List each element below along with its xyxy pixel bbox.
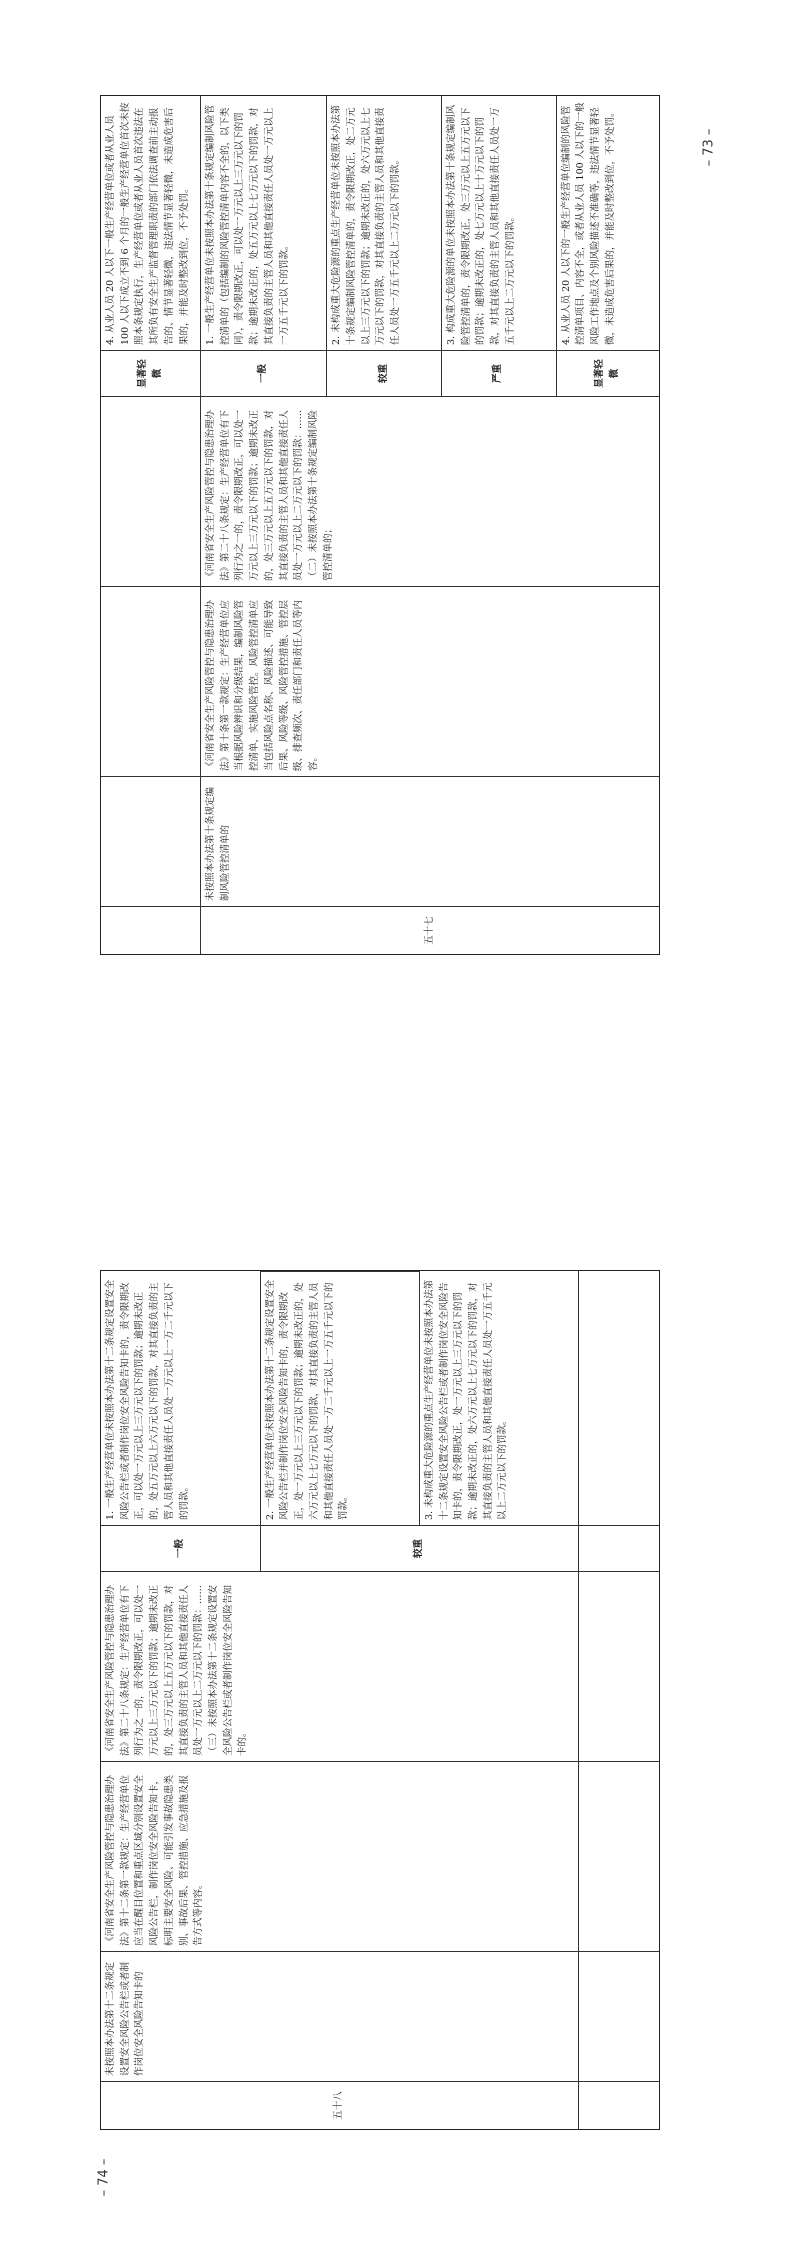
level-label: 较重 [327, 350, 441, 396]
standard-text: 2. 未构成重大危险源的重点生产经营单位未按照本办法第十条规定编制风险管控清单的，责令限期改正，处二万元以上三万元以下的罚款；逾期未改正的，处六万元以上七万元以下的罚款，对其直接负责的主管人员和其他直接责任人员处一万五千元以上二万元以下的罚款。 [331, 104, 401, 345]
level-block [327, 96, 442, 396]
page-number-bottom: – 74 – [96, 2158, 112, 2197]
penalty-basis: 《河南省安全生产风险管控与隐患治理办法》第二十八条规定：生产经营单位有下列行为之一的，责令限期改正，可以处一万元以上三万元以下的罚款；逾期未改正的，处三万元以上五万元以下的罚款，对其直接负责的主管人员和其他直接责任人员处一万元以上二万元以下的罚款：……（二）未按照本办法第十条规定编制风险管控清单的； [201, 396, 659, 586]
level-label: 一般 [101, 1525, 260, 1571]
level-label: 显著轻微 [101, 350, 200, 396]
standard-text: 3. 构成重大危险源的单位未按照本办法第十条规定编制风险管控清单的，责令限期改正，处三万元以上五万元以下的罚款；逾期未改正的，处七万元以上十万元以下的罚款，对其直接负责的主管人员和其他直接责任人员处一万五千元以上二万元以下的罚款。 [445, 104, 516, 345]
level-block [557, 96, 659, 396]
level-block [261, 1271, 578, 1571]
table-row [101, 1271, 579, 2129]
table-row [201, 96, 659, 954]
penalty-basis: 《河南省安全生产风险管控与隐患治理办法》第二十八条规定：生产经营单位有下列行为之一的，责令限期改正，可以处一万元以上三万元以下的罚款；逾期未改正的，处三万元以上五万元以下的罚款，对其直接负责的主管人员和其他直接责任人员处一万元以上二万元以下的罚款：……（三）未按照本办法第十二条规定设置安全风险公告栏或者制作岗位安全风险告知卡的。 [101, 1571, 578, 1761]
penalty-table-bottom [100, 1270, 660, 2130]
standard-text: 4. 从业人员 20 人以下的一般生产经营单位编制的风险管控清单项目、内容不全，或者从业人员 100 人以下的一般风险工作地点及个别风险描述不准确等，违法情节显著轻微，未造成危害后果的，并能及时整改到位，不予处罚。 [560, 102, 616, 345]
penalty-table-top [100, 95, 660, 955]
continuation-row [101, 96, 201, 954]
standard-text: 1. 一般生产经营单位未按照本办法第十二条规定设置安全风险公告栏或者制作岗位安全风险告知卡的，责令限期改正，可以处一万元以上三万元以下的罚款；逾期未改正的，处五万元以上六万元以下的罚款，对其直接负责的主管人员和其他直接责任人员处一万元以上一万二千元以下的罚款。 [105, 1279, 190, 1520]
level-block [442, 96, 557, 396]
level-block [201, 96, 327, 396]
violation-act: 未按照本办法第十条规定编制风险管控清单的 [201, 776, 659, 906]
violation-act: 未按照本办法第十二条规定设置安全风险公告栏或者制作岗位安全风险告知卡的 [101, 1951, 578, 2081]
legal-provision: 《河南省安全生产风险管控与隐患治理办法》第十条第一款规定：生产经营单位应当根据风险辨识和分级结果，编制风险管控清单，实施风险管控。风险管控清单应当包括风险点名称、风险描述、可能导致后果、风险等级、风险管控措施、管控层级、排查频次、责任部门和责任人员等内容。 [201, 586, 659, 776]
level-label: 显著轻微 [557, 350, 659, 396]
trailing-row [579, 1271, 659, 2129]
item-number: 五十八 [101, 2081, 578, 2129]
item-number: 五十七 [201, 906, 659, 954]
level-label: 较重 [261, 1525, 578, 1571]
legal-provision: 《河南省安全生产风险管控与隐患治理办法》第十二条第一款规定：生产经营单位应当在醒目位置和重点区域分别设置安全风险公告栏，制作岗位安全风险告知卡，标明主要安全风险、可能引发事故隐患类别、事故后果、管控措施、应急措施及报告方式等内容。 [101, 1761, 578, 1951]
standard-text: 4. 从业人员 20 人以下一般生产经营单位或者从业人员 100 人以下成立不到 6 个月的一般生产经营单位首次未按照本条规定执行，生产经营单位或者从业人员首次违法在其所负有安全生产监督管理职责的部门依法调查前主动报告的、情节显著轻微，违法情节显著轻微，未造成危害后果的，并能及时整改到位，不予处罚。 [105, 102, 190, 345]
standard-text: 1. 一般生产经营单位未按照本办法第十条规定编制风险管控清单的（包括编制的风险管控清单内容不全的，以下类同），责令限期改正，可以处一万元以上三万元以下的罚款；逾期未改正的，处五万元以上七万元以下的罚款，对其直接负责的主管人员和其他直接责任人员处一万元以上一万五千元以下的罚款。 [205, 104, 290, 345]
level-label: 一般 [201, 350, 326, 396]
level-block [101, 1271, 261, 1571]
level-label: 严重 [442, 350, 556, 396]
standard-text: 3. 未构成重大危险源的重点生产经营单位未按照本办法第十二条规定设置安全风险公告栏或者制作岗位安全风险告知卡的，责令限期改正，处一万元以上三万元以下的罚款；逾期未改正的，处六万元以上七万元以下的罚款，对其直接负责的主管人员和其他直接责任人员处一万五千元以上二万元以下的罚款。 [423, 1279, 509, 1520]
standard-text: 2. 一般生产经营单位未按照本办法第十二条规定设置安全风险公告栏并制作岗位安全风险告知卡的，责令限期改正，处一万元以上三万元以下的罚款；逾期未改正的，处六万元以上七万元以下的罚款，对其直接负责的主管人员和其他直接责任人员处一万二千元以上一万五千元以下的罚款。 [261, 1271, 420, 1525]
page-number-top: – 73 – [701, 128, 717, 167]
